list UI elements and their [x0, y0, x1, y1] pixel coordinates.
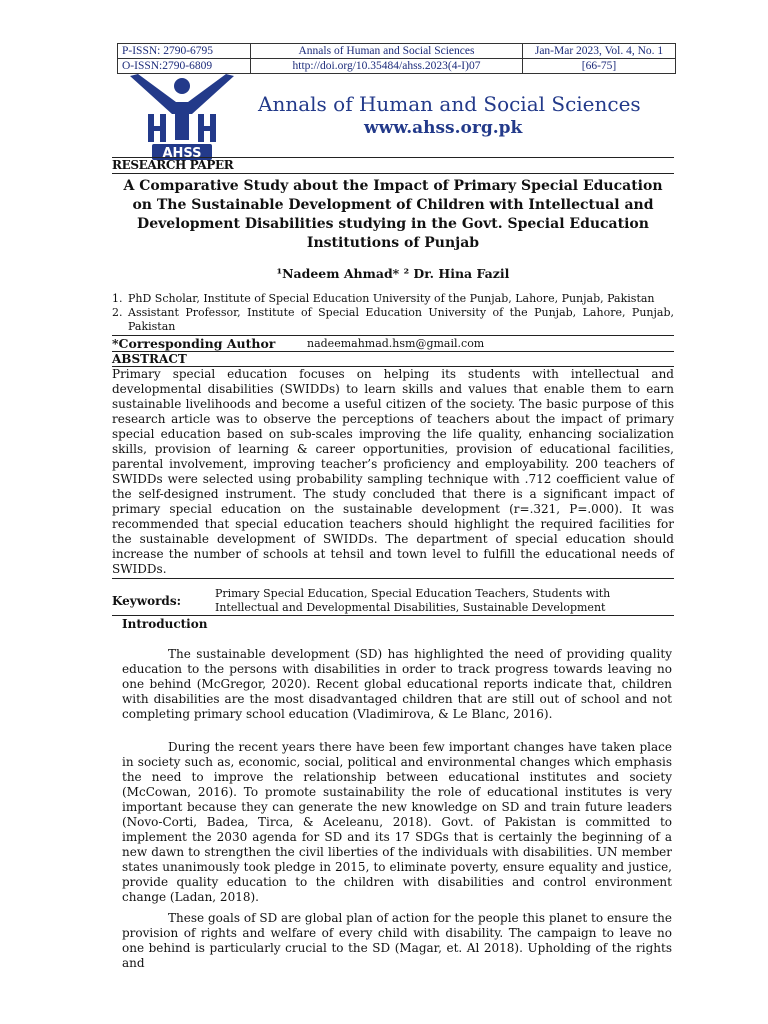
authors: ¹Nadeem Ahmad* ² Dr. Hina Fazil: [276, 266, 510, 281]
intro-paragraph: During the recent years there have been few important changes have taken place in society such as, economic, social, political and environmental changes which emphasis the need to improve the relationship between educational institutes and society (McCowan, 2016). To promote sustainability the role of educational institutes is very important because they can generate the new knowledge on SD and train future leaders (Novo-Corti, Badea, Tirca, & Aceleanu, 2018). Govt. of Pakistan is committed to implement the 2030 agenda for SD and its 17 SDGs that is certainly the beginning of a new dawn to strengthen the civil liberties of the individuals with disabilities. UN member states unanimously took pledge in 2015, to eliminate poverty, ensure equality and justice, provide quality education to the children with disabilities and control environment change (Ladan, 2018).: [122, 740, 672, 904]
keywords-text: Primary Special Education, Special Education Teachers, Students with Intellectual and Developmental Disabilities, Sustainable Development: [215, 587, 611, 614]
header-journal-name: Annals of Human and Social Sciences: [251, 44, 523, 59]
corresponding-author-label: *Corresponding Author: [112, 336, 276, 351]
corresponding-divider: [112, 351, 674, 352]
affiliations: [112, 292, 674, 334]
affiliation-item: 2. Assistant Professor, Institute of Special Education University of the Punjab, Lahore, Punjab, Pakistan: [112, 306, 674, 333]
p-issn: P-ISSN: 2790-6795: [118, 44, 251, 59]
affiliation-item: 1. PhD Scholar, Institute of Special Education University of the Punjab, Lahore, Punjab, Pakistan: [112, 292, 655, 305]
page-range: [66-75]: [523, 59, 676, 74]
header-issue: Jan-Mar 2023, Vol. 4, No. 1: [523, 44, 676, 59]
ahss-logo: [120, 74, 244, 164]
o-issn: O-ISSN:2790-6809: [118, 59, 251, 74]
logo-figure-body: [175, 106, 189, 140]
header-table: [117, 43, 676, 74]
keywords-label: Keywords:: [112, 594, 182, 608]
abstract-text: Primary special education focuses on helping its students with intellectual and developmental disabilities (SWIDDs) to learn skills and values that enable them to earn sustainable livelihoods and become a useful citizen of the society. The basic purpose of this research article was to observe the perceptions of teachers about the impact of primary special education based on sub-scales improving the life quality, enhancing socialization skills, provision of learning & career opportunities, provision of educational facilities, parental involvement, improving teacher’s proficiency and employability. 200 teachers of SWIDDs were selected using probability sampling technique with .712 coefficient value of the self-designed instrument. The study concluded that there is a significant impact of primary special education on the sustainable development (r=.321, P=.000). It was recommended that special education teachers should highlight the required facilities for the sustainable development of SWIDDs. The department of special education should increase the number of schools at tehsil and town level to fulfill the educational needs of SWIDDs.: [112, 367, 674, 576]
abstract-heading: ABSTRACT: [112, 352, 187, 366]
keywords-bottom-divider: [112, 615, 674, 616]
corresponding-email[interactable]: nadeemahmad.hsm@gmail.com: [307, 337, 485, 350]
type-divider: [112, 173, 674, 174]
logo-figure-head: [174, 78, 190, 94]
paper-title: A Comparative Study about the Impact of Primary Special Education on The Sustainable Development of Children with Intellectual and Development Disabilities studying in the Govt. Special Education Institutions of Punjab: [123, 178, 663, 251]
intro-paragraph: The sustainable development (SD) has highlighted the need of providing quality education to the persons with disabilities in order to track progress towards leaving no one behind (McGregor, 2020). Recent global educational reports indicate that, children with disabilities are the most disadvantaged children that are still out of school and not completing primary school education (Vladimirova, & Le Blanc, 2016).: [122, 647, 672, 721]
journal-url[interactable]: www.ahss.org.pk: [364, 118, 523, 138]
introduction-heading: Introduction: [122, 617, 208, 631]
keywords-top-divider: [112, 578, 674, 579]
intro-paragraph: These goals of SD are global plan of action for the people this planet to ensure the provision of rights and welfare of every child with disability. The campaign to leave no one behind is particularly crucial to the SD (Magar, et. Al 2018). Upholding of the rights and: [122, 911, 672, 970]
paper-type: RESEARCH PAPER: [112, 158, 234, 172]
logo-text: AHSS: [162, 146, 202, 161]
doi-link[interactable]: http://doi.org/10.35484/ahss.2023(4-I)07: [251, 59, 523, 74]
journal-title: Annals of Human and Social Sciences: [258, 92, 641, 116]
